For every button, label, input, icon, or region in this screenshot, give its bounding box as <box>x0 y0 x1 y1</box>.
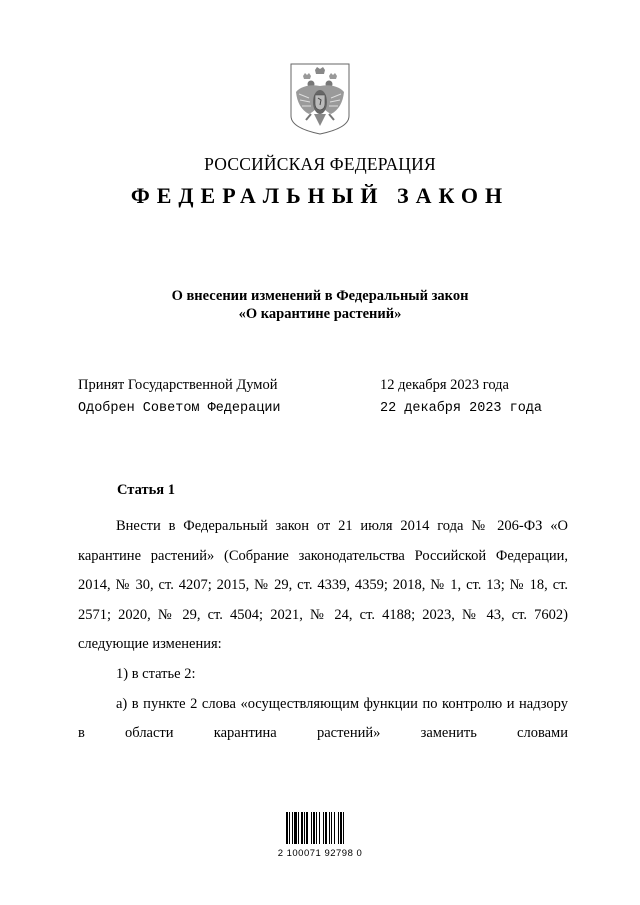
coat-of-arms-icon <box>289 62 351 136</box>
barcode-bar <box>325 812 327 844</box>
barcode-bar <box>311 812 312 844</box>
barcode-bar <box>294 812 297 844</box>
document-type-title: ФЕДЕРАЛЬНЫЙ ЗАКОН <box>130 183 510 208</box>
barcode-bar <box>334 812 335 844</box>
barcode-bar <box>329 812 330 844</box>
barcode-bar <box>298 812 299 844</box>
barcode-bar <box>319 812 320 844</box>
duma-adoption-row <box>78 377 558 401</box>
barcode-bar <box>316 812 317 844</box>
barcode-bar <box>338 812 339 844</box>
duma-date: 12 декабря 2023 года <box>380 377 509 393</box>
law-subject <box>0 287 640 323</box>
barcode-bar <box>343 812 344 844</box>
article-intro-paragraph: Внести в Федеральный закон от 21 июля 2014 года № 206-ФЗ «О карантине растений» (Собрание законодательства Российской Федерации, 2014, № 30, ст. 4207; 2015, № 29, ст. 4339, 4359; 2018, № 1, ст. 13; № 18, ст. 2571; 2020, № 29, ст. 4504; 2021, № 24, ст. 4188; 2023, № 43, ст. 7602) следующие изменения: <box>78 518 568 653</box>
barcode-bar <box>304 812 305 844</box>
article-heading: Статья 1 <box>117 482 175 498</box>
law-subject-line-1: О внесении изменений в Федеральный закон <box>171 288 469 304</box>
amendment-item-1a: а) в пункте 2 слова «осуществляющим функции по контролю и надзору в области карантина растений» заменить словами <box>78 695 568 742</box>
adoption-block <box>78 377 558 425</box>
barcode-bar <box>301 812 303 844</box>
barcode-icon <box>286 812 358 844</box>
council-date: 22 декабря 2023 года <box>380 401 543 416</box>
barcode-bar <box>289 812 290 844</box>
barcode-bar <box>286 812 288 844</box>
barcode-bar <box>331 812 332 844</box>
barcode-number: 2 100071 92798 0 <box>277 848 363 859</box>
barcode-bar <box>306 812 308 844</box>
amendment-item-1: 1) в статье 2: <box>116 665 196 682</box>
barcode-bar <box>323 812 324 844</box>
council-approval-row <box>78 401 558 425</box>
article-body <box>78 512 568 749</box>
country-name: РОССИЙСКАЯ ФЕДЕРАЦИЯ <box>204 154 436 174</box>
barcode-bar <box>340 812 342 844</box>
council-label: Одобрен Советом Федерации <box>78 401 281 416</box>
barcode-bar <box>313 812 315 844</box>
barcode-bar <box>292 812 293 844</box>
law-subject-line-2: «О карантине растений» <box>238 306 402 322</box>
duma-label: Принят Государственной Думой <box>78 377 278 393</box>
